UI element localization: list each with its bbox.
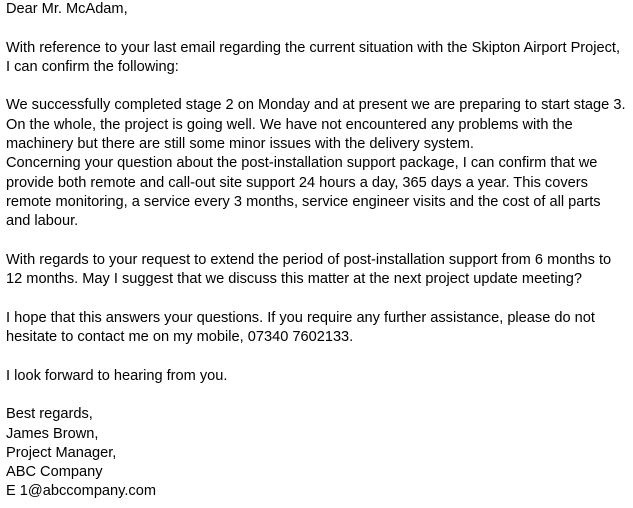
sign-off: Best regards, [6,406,93,423]
signature-block [6,405,631,501]
body-line: With regards to your request to extend the period of post-installation support from 6 months to [6,251,612,268]
status-paragraph [6,96,631,231]
paragraph-gap [6,19,631,38]
body-line: machinery but there are still some minor issues with the delivery system. [6,136,474,153]
body-line: hesitate to contact me on my mobile, 07340 7602133. [6,329,354,346]
paragraph-gap [6,232,631,251]
sender-title: Project Manager, [6,444,117,461]
intro-line: With reference to your last email regarding the current situation with the Skipton Airport Project, [6,39,621,56]
closing-line: I look forward to hearing from you. [6,367,228,384]
body-line: provide both remote and call-out site support 24 hours a day, 365 days a year. This covers [6,174,588,191]
body-line: We successfully completed stage 2 on Monday and at present we are preparing to start stage 3. [6,97,626,114]
paragraph-gap [6,289,631,308]
sender-email: E 1@abccompany.com [6,483,157,500]
contact-paragraph [6,309,631,348]
sender-name: James Brown, [6,425,99,442]
support-extension-paragraph [6,251,631,290]
paragraph-gap [6,77,631,96]
paragraph-gap [6,386,631,405]
body-line: and labour. [6,213,79,230]
sender-company: ABC Company [6,464,103,481]
email-letter [6,0,631,502]
intro-paragraph [6,39,631,78]
paragraph-gap [6,347,631,366]
body-line: I hope that this answers your questions. If you require any further assistance, please do not [6,309,595,326]
greeting: Dear Mr. McAdam, [6,1,128,17]
intro-line: I can confirm the following: [6,58,179,75]
body-line: remote monitoring, a service every 3 months, service engineer visits and the cost of all parts [6,193,601,210]
body-line: 12 months. May I suggest that we discuss this matter at the next project update meeting? [6,271,582,288]
body-line: On the whole, the project is going well. We have not encountered any problems with the [6,116,573,133]
body-line: Concerning your question about the post-installation support package, I can confirm that we [6,155,598,172]
